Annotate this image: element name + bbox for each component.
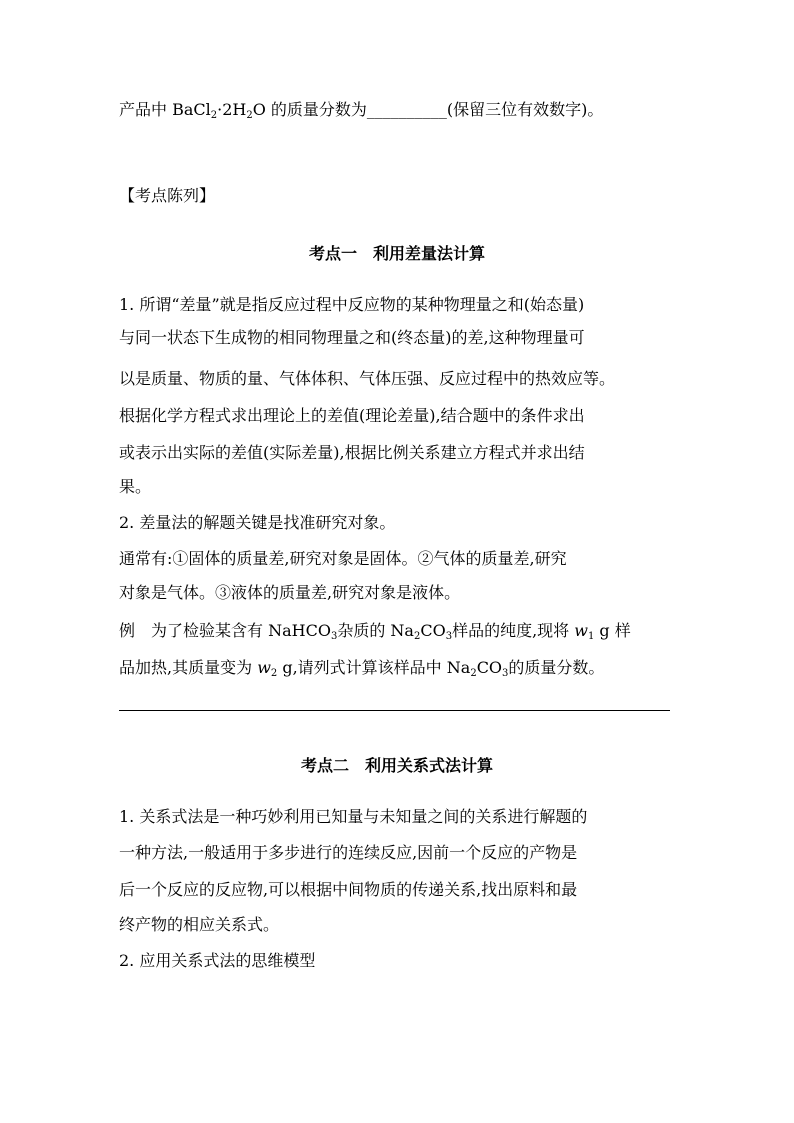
section-marker: 【考点陈列】: [119, 186, 216, 205]
paragraph-line: 1. 关系式法是一种巧妙利用已知量与未知量之间的关系进行解题的: [119, 807, 588, 826]
example-text: g 样: [594, 621, 631, 640]
example-line: [119, 620, 631, 642]
subscript: 3: [445, 631, 453, 642]
example-text: g,请列式计算该样品中 Na: [277, 658, 471, 677]
paragraph-line: 通常有:①固体的质量差,研究对象是固体。②气体的质量差,研究: [119, 549, 567, 568]
paragraph-line: 一种方法,一般适用于多步进行的连续反应,因前一个反应的产物是: [119, 843, 578, 862]
subscript: 2: [470, 668, 477, 679]
subscript: 3: [502, 668, 509, 679]
subscript: 2: [246, 110, 253, 121]
paragraph-line: 1. 所谓“差量”就是指反应过程中反应物的某种物理量之和(始态量): [119, 295, 585, 314]
subscript: 3: [330, 631, 338, 642]
question-line: [119, 99, 603, 121]
example-text: 品加热,其质量变为: [119, 658, 258, 677]
example-text: CO: [476, 658, 503, 677]
question-mid: ·2H: [217, 100, 247, 119]
paragraph-line: 后一个反应的反应物,可以根据中间物质的传递关系,找出原料和最: [119, 880, 578, 899]
example-line: [119, 657, 604, 679]
paragraph-line: 对象是气体。③液体的质量差,研究对象是液体。: [119, 583, 461, 602]
example-text: CO: [420, 621, 446, 640]
answer-line: [119, 710, 670, 711]
variable-w: w: [574, 621, 588, 640]
example-text: 的质量分数。: [508, 658, 605, 677]
paragraph-line: 果。: [119, 477, 152, 496]
subscript: 2: [210, 110, 218, 121]
kaodian2-heading: [0, 755, 794, 777]
paragraph-line: 或表示出实际的差值(实际差量),根据比例关系建立方程式并求出结: [119, 443, 585, 462]
subscript: 2: [413, 631, 421, 642]
subscript: 1: [587, 631, 595, 642]
example-text: 例 为了检验某含有 NaHCO: [119, 621, 331, 640]
paragraph-line: 根据化学方程式求出理论上的差值(理论差量),结合题中的条件求出: [119, 406, 585, 425]
variable-w: w: [257, 658, 271, 677]
kaodian1-title: 利用差量法计算: [373, 244, 486, 263]
kaodian1-number: 考点一: [308, 244, 357, 263]
paragraph-line: 与同一状态下生成物的相同物理量之和(终态量)的差,这种物理量可: [119, 328, 585, 347]
kaodian2-number: 考点二: [300, 756, 349, 775]
paragraph-line: 以是质量、物质的量、气体体积、气体压强、反应过程中的热效应等。: [119, 369, 616, 388]
example-text: 样品的纯度,现将: [452, 621, 575, 640]
paragraph-line: 2. 应用关系式法的思维模型: [119, 951, 316, 970]
paragraph-line: 2. 差量法的解题关键是找准研究对象。: [119, 513, 396, 532]
paragraph-line: 终产物的相应关系式。: [119, 915, 280, 934]
kaodian1-heading: [0, 243, 794, 265]
kaodian2-title: 利用关系式法计算: [365, 756, 494, 775]
question-prefix: 产品中 BaCl: [119, 100, 211, 119]
question-suffix: O 的质量分数为__________(保留三位有效数字)。: [252, 100, 604, 119]
example-text: 杂质的 Na: [337, 621, 414, 640]
subscript: 2: [270, 668, 278, 679]
